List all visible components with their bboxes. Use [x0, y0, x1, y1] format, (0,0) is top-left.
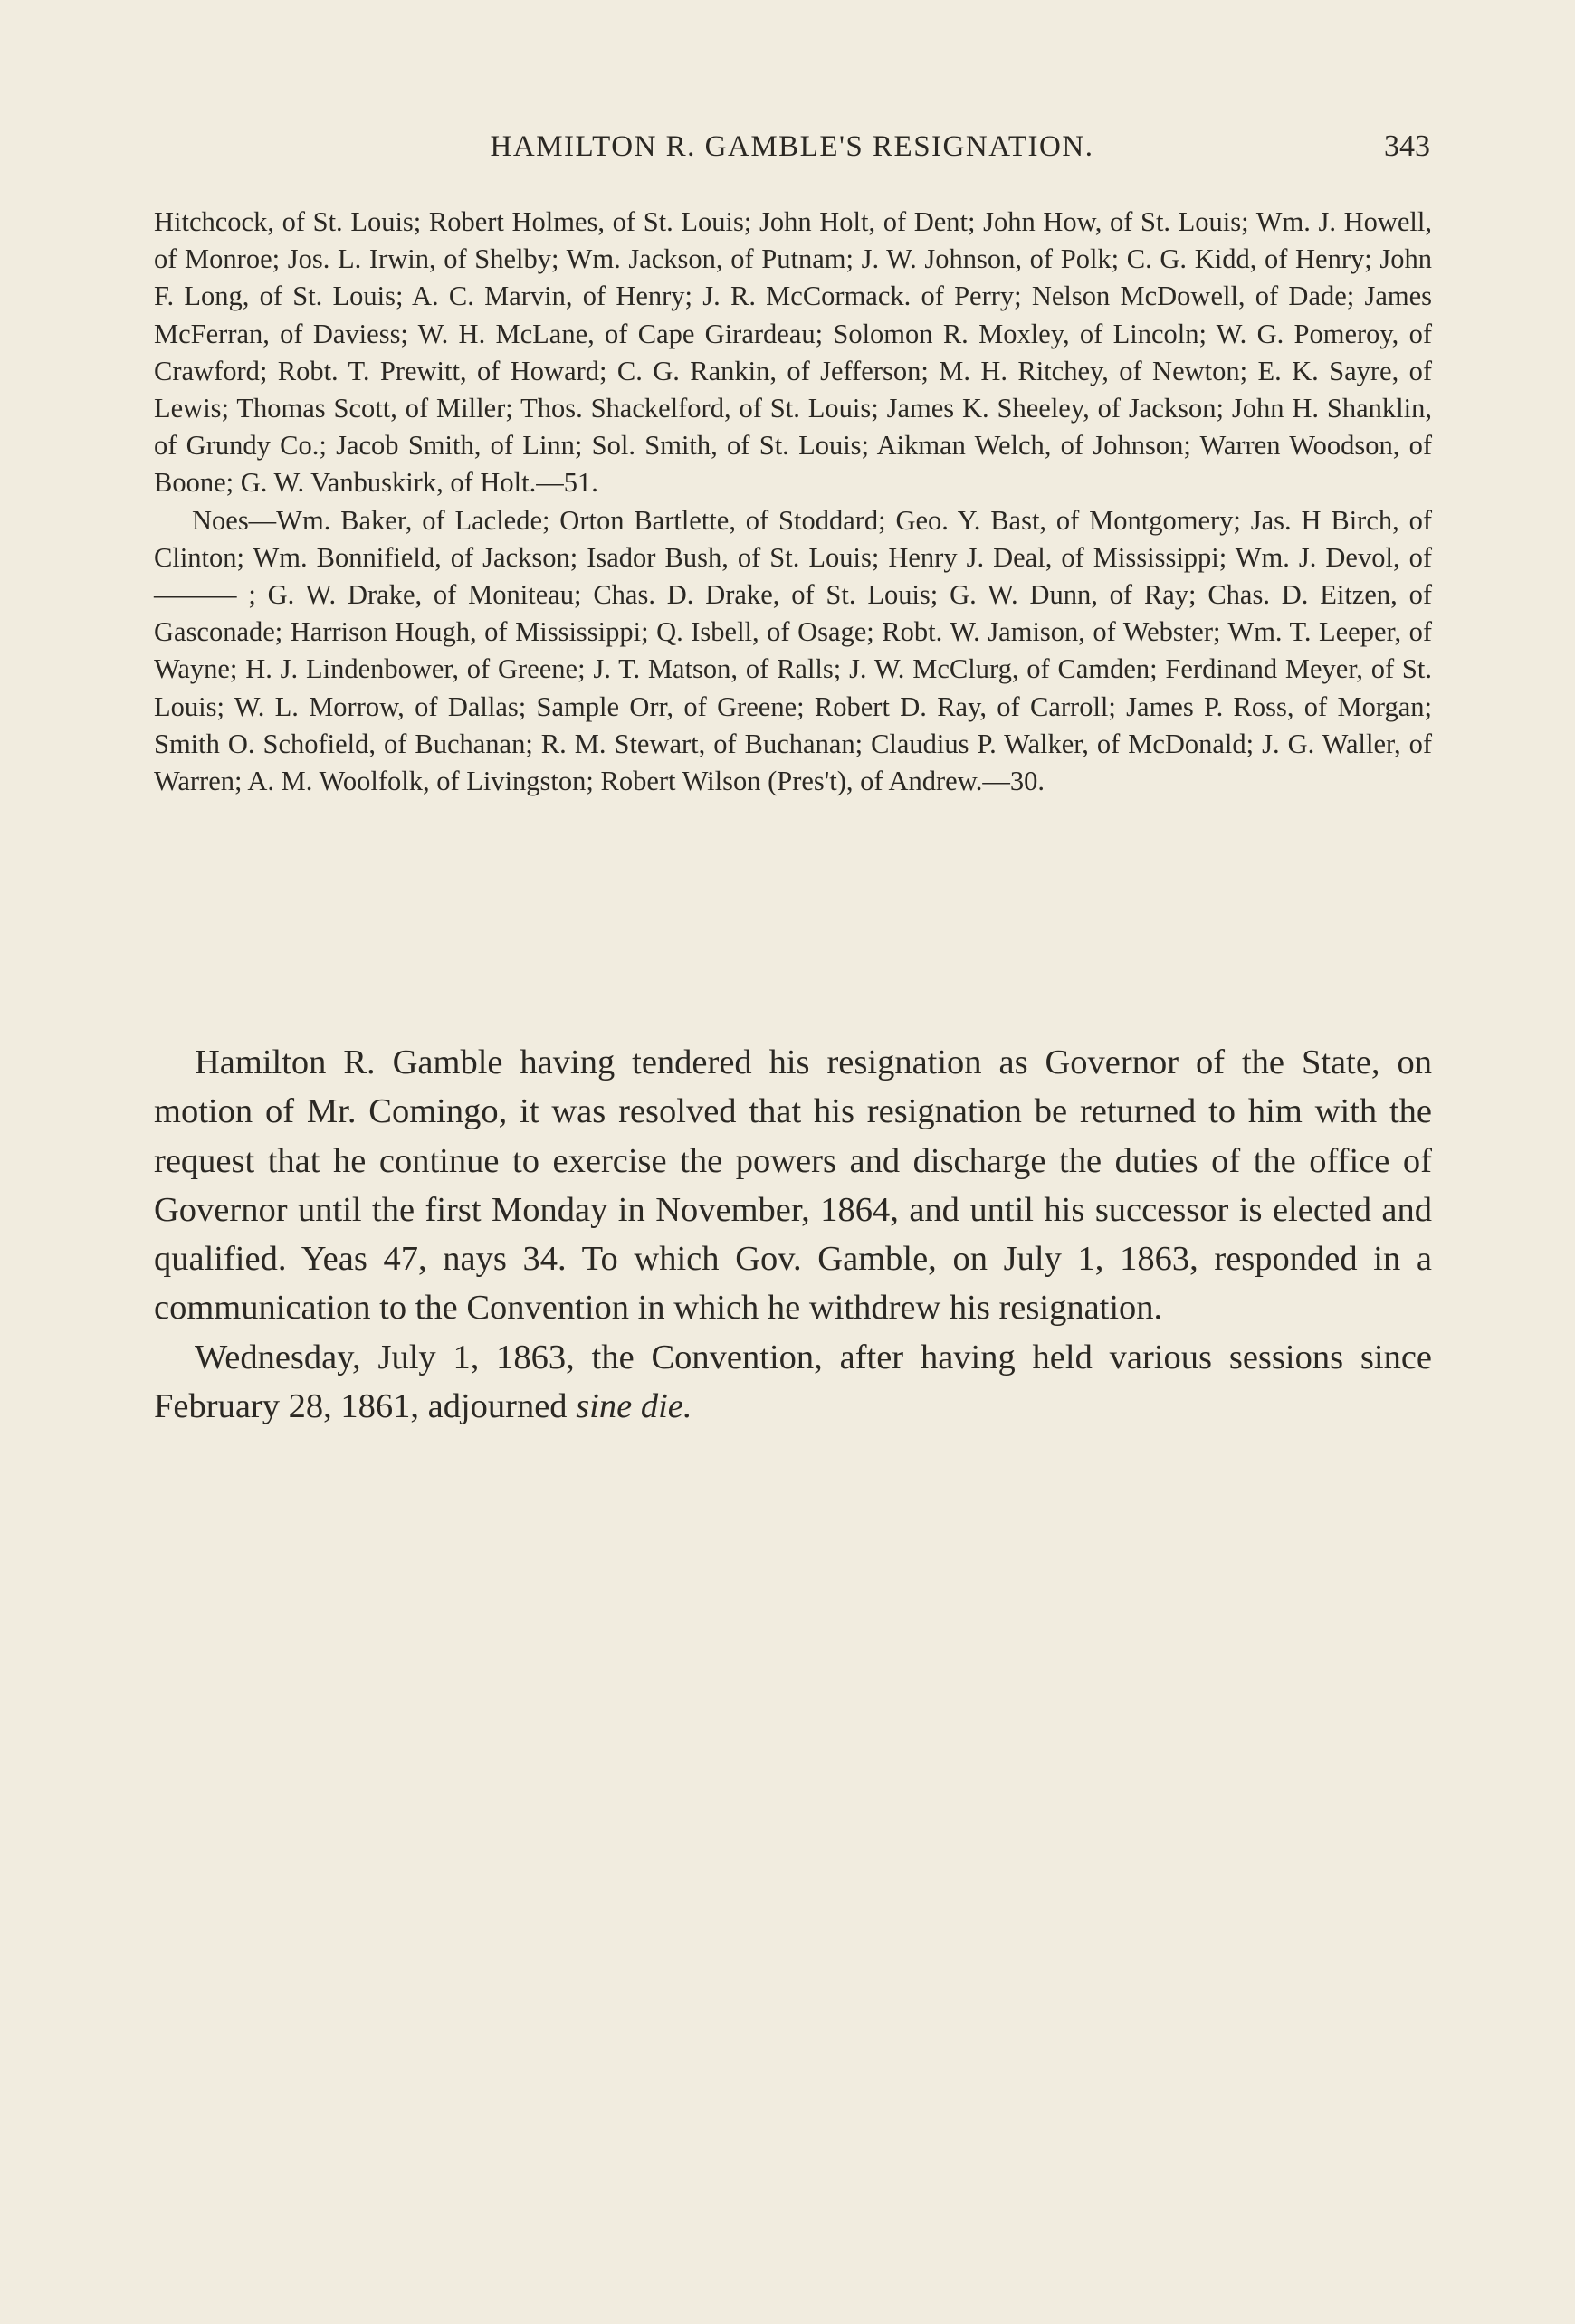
resignation-paragraph: Hamilton R. Gamble having tendered his resignation as Governor of the State, on motion of Mr. Comingo, it was resolved that his resignation be returned to him with the request that he continue to exercise the powers and discharge the duties of the office of Governor until the first Monday in November, 1864, and until his successor is elected and qualified. Yeas 47, nays 34. To which Gov. Gamble, on July 1, 1863, responded in a communication to the Convention in which he withdrew his resignation.: [154, 1043, 1432, 1328]
running-title: HAMILTON R. GAMBLE'S RESIGNATION.: [490, 130, 1094, 163]
adjournment-paragraph: [154, 1333, 1432, 1432]
running-head: [154, 125, 1430, 168]
yeas-list-continued: Hitchcock, of St. Louis; Robert Holmes, of St. Louis; John Holt, of Dent; John How, of St. Louis; Wm. J. Howell, of Monroe; Jos. L. Irwin, of Shelby; Wm. Jackson, of Putnam; J. W. Johnson, of Polk; C. G. Kidd, of Henry; John F. Long, of St. Louis; A. C. Marvin, of Henry; J. R. McCormack. of Perry; Nelson McDowell, of Dade; James McFerran, of Daviess; W. H. McLane, of Cape Girardeau; Solomon R. Moxley, of Lincoln; W. G. Pomeroy, of Crawford; Robt. T. Prewitt, of Howard; C. G. Rankin, of Jefferson; M. H. Ritchey, of Newton; E. K. Sayre, of Lewis; Thomas Scott, of Miller; Thos. Shackelford, of St. Louis; James K. Sheeley, of Jackson; John H. Shanklin, of Grundy Co.; Jacob Smith, of Linn; Sol. Smith, of St. Louis; Aikman Welch, of Johnson; Warren Woodson, of Boone; G. W. Vanbuskirk, of Holt.—51.: [154, 206, 1432, 499]
narrative-text: [154, 1038, 1432, 1431]
adjournment-text: Wednesday, July 1, 1863, the Convention, after having held various sessions since February 28, 1861, adjourned: [154, 1338, 1432, 1426]
adjournment-latin-phrase: sine die.: [576, 1387, 692, 1426]
noes-list: Noes—Wm. Baker, of Laclede; Orton Bartlette, of Stoddard; Geo. Y. Bast, of Montgomery; Jas. H Birch, of Clinton; Wm. Bonnifield, of Jackson; Isador Bush, of St. Louis; Henry J. Deal, of Mississippi; Wm. J. Devol, of ——— ; G. W. Drake, of Moniteau; Chas. D. Drake, of St. Louis; G. W. Dunn, of Ray; Chas. D. Eitzen, of Gasconade; Harrison Hough, of Mississippi; Q. Isbell, of Osage; Robt. W. Jamison, of Webster; Wm. T. Leeper, of Wayne; H. J. Lindenbower, of Greene; J. T. Matson, of Ralls; J. W. McClurg, of Camden; Ferdinand Meyer, of St. Louis; W. L. Morrow, of Dallas; Sample Orr, of Greene; Robert D. Ray, of Carroll; James P. Ross, of Morgan; Smith O. Schofield, of Buchanan; R. M. Stewart, of Buchanan; Claudius P. Walker, of McDonald; J. G. Waller, of Warren; A. M. Woolfolk, of Livingston; Robert Wilson (Pres't), of Andrew.—30.: [154, 504, 1432, 797]
page-number: 343: [1384, 129, 1430, 163]
vote-roll-call: [154, 204, 1432, 800]
